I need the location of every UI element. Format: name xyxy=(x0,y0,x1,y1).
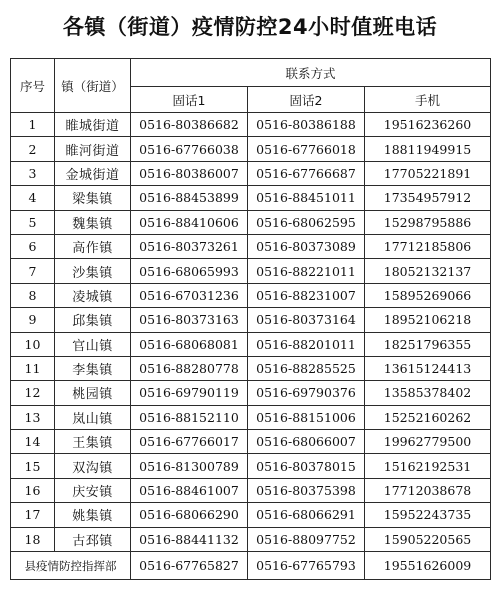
row-town: 双沟镇 xyxy=(55,454,131,478)
row-index: 4 xyxy=(11,186,55,210)
row-landline-2: 0516-80378015 xyxy=(248,454,365,478)
row-index: 2 xyxy=(11,137,55,161)
row-landline-1: 0516-88280778 xyxy=(131,356,248,380)
row-landline-1: 0516-68066290 xyxy=(131,503,248,527)
row-mobile: 18052132137 xyxy=(365,259,491,283)
row-mobile: 19516236260 xyxy=(365,113,491,137)
row-mobile: 15895269066 xyxy=(365,283,491,307)
row-landline-1: 0516-69790119 xyxy=(131,381,248,405)
row-index: 1 xyxy=(11,113,55,137)
table-row xyxy=(11,356,491,380)
table-row xyxy=(11,283,491,307)
row-landline-2: 0516-88097752 xyxy=(248,527,365,551)
header-mobile: 手机 xyxy=(365,87,491,113)
row-town: 李集镇 xyxy=(55,356,131,380)
header-town: 镇（街道） xyxy=(55,59,131,113)
row-town: 邱集镇 xyxy=(55,308,131,332)
row-town: 桃园镇 xyxy=(55,381,131,405)
row-landline-2: 0516-69790376 xyxy=(248,381,365,405)
table-row xyxy=(11,503,491,527)
row-landline-1: 0516-88152110 xyxy=(131,405,248,429)
row-landline-1: 0516-67766038 xyxy=(131,137,248,161)
row-landline-2: 0516-80375398 xyxy=(248,478,365,502)
table-row xyxy=(11,113,491,137)
row-index: 12 xyxy=(11,381,55,405)
row-landline-2: 0516-88231007 xyxy=(248,283,365,307)
table-row xyxy=(11,381,491,405)
table-row xyxy=(11,186,491,210)
table-row xyxy=(11,332,491,356)
table-row xyxy=(11,234,491,258)
row-mobile: 15298795886 xyxy=(365,210,491,234)
row-landline-2: 0516-88201011 xyxy=(248,332,365,356)
row-mobile: 19962779500 xyxy=(365,430,491,454)
row-landline-1: 0516-80386007 xyxy=(131,161,248,185)
document-title: 各镇（街道）疫情防控24小时值班电话 xyxy=(62,15,438,39)
row-landline-1: 0516-67031236 xyxy=(131,283,248,307)
row-index: 11 xyxy=(11,356,55,380)
row-town: 魏集镇 xyxy=(55,210,131,234)
row-index: 17 xyxy=(11,503,55,527)
row-index: 3 xyxy=(11,161,55,185)
table-row xyxy=(11,210,491,234)
row-landline-2: 0516-67766018 xyxy=(248,137,365,161)
row-town: 金城街道 xyxy=(55,161,131,185)
row-mobile: 13615124413 xyxy=(365,356,491,380)
row-landline-1: 0516-88461007 xyxy=(131,478,248,502)
footer-mobile: 19551626009 xyxy=(365,552,491,580)
duty-phone-table xyxy=(10,58,491,580)
row-landline-1: 0516-88410606 xyxy=(131,210,248,234)
row-landline-1: 0516-80373261 xyxy=(131,234,248,258)
row-landline-2: 0516-67766687 xyxy=(248,161,365,185)
row-index: 9 xyxy=(11,308,55,332)
row-index: 14 xyxy=(11,430,55,454)
table-row xyxy=(11,161,491,185)
row-mobile: 18251796355 xyxy=(365,332,491,356)
header-landline-2: 固话2 xyxy=(248,87,365,113)
table-footer-row xyxy=(11,552,491,580)
row-index: 7 xyxy=(11,259,55,283)
table-row xyxy=(11,259,491,283)
row-town: 王集镇 xyxy=(55,430,131,454)
row-town: 岚山镇 xyxy=(55,405,131,429)
row-index: 8 xyxy=(11,283,55,307)
row-index: 6 xyxy=(11,234,55,258)
footer-landline-2: 0516-67765793 xyxy=(248,552,365,580)
row-landline-1: 0516-68065993 xyxy=(131,259,248,283)
row-town: 官山镇 xyxy=(55,332,131,356)
row-landline-1: 0516-88453899 xyxy=(131,186,248,210)
row-town: 庆安镇 xyxy=(55,478,131,502)
row-landline-2: 0516-68066291 xyxy=(248,503,365,527)
row-town: 睢河街道 xyxy=(55,137,131,161)
row-landline-2: 0516-80373089 xyxy=(248,234,365,258)
table-row xyxy=(11,405,491,429)
row-landline-2: 0516-88151006 xyxy=(248,405,365,429)
row-mobile: 15952243735 xyxy=(365,503,491,527)
row-landline-2: 0516-80386188 xyxy=(248,113,365,137)
table-row xyxy=(11,137,491,161)
row-landline-2: 0516-68062595 xyxy=(248,210,365,234)
footer-landline-1: 0516-67765827 xyxy=(131,552,248,580)
row-index: 13 xyxy=(11,405,55,429)
footer-label: 县疫情防控指挥部 xyxy=(11,552,131,580)
row-mobile: 18811949915 xyxy=(365,137,491,161)
row-town: 姚集镇 xyxy=(55,503,131,527)
row-landline-1: 0516-67766017 xyxy=(131,430,248,454)
row-town: 沙集镇 xyxy=(55,259,131,283)
row-town: 高作镇 xyxy=(55,234,131,258)
row-mobile: 18952106218 xyxy=(365,308,491,332)
row-landline-1: 0516-88441132 xyxy=(131,527,248,551)
row-index: 5 xyxy=(11,210,55,234)
header-landline-1: 固话1 xyxy=(131,87,248,113)
row-landline-1: 0516-81300789 xyxy=(131,454,248,478)
row-town: 梁集镇 xyxy=(55,186,131,210)
row-town: 睢城街道 xyxy=(55,113,131,137)
table-row xyxy=(11,430,491,454)
row-mobile: 13585378402 xyxy=(365,381,491,405)
row-mobile: 17712038678 xyxy=(365,478,491,502)
row-landline-2: 0516-68066007 xyxy=(248,430,365,454)
row-mobile: 15905220565 xyxy=(365,527,491,551)
header-contact: 联系方式 xyxy=(131,59,491,87)
row-mobile: 17705221891 xyxy=(365,161,491,185)
row-mobile: 17712185806 xyxy=(365,234,491,258)
row-landline-2: 0516-80373164 xyxy=(248,308,365,332)
header-index: 序号 xyxy=(11,59,55,113)
table-header-row xyxy=(11,59,491,87)
row-index: 15 xyxy=(11,454,55,478)
row-landline-1: 0516-80373163 xyxy=(131,308,248,332)
row-mobile: 15252160262 xyxy=(365,405,491,429)
row-index: 10 xyxy=(11,332,55,356)
row-town: 古邳镇 xyxy=(55,527,131,551)
table-row xyxy=(11,454,491,478)
row-mobile: 17354957912 xyxy=(365,186,491,210)
row-index: 18 xyxy=(11,527,55,551)
row-index: 16 xyxy=(11,478,55,502)
table-row xyxy=(11,478,491,502)
row-mobile: 15162192531 xyxy=(365,454,491,478)
row-town: 凌城镇 xyxy=(55,283,131,307)
row-landline-1: 0516-80386682 xyxy=(131,113,248,137)
row-landline-2: 0516-88451011 xyxy=(248,186,365,210)
table-row xyxy=(11,308,491,332)
row-landline-1: 0516-68068081 xyxy=(131,332,248,356)
table-row xyxy=(11,527,491,551)
row-landline-2: 0516-88221011 xyxy=(248,259,365,283)
row-landline-2: 0516-88285525 xyxy=(248,356,365,380)
